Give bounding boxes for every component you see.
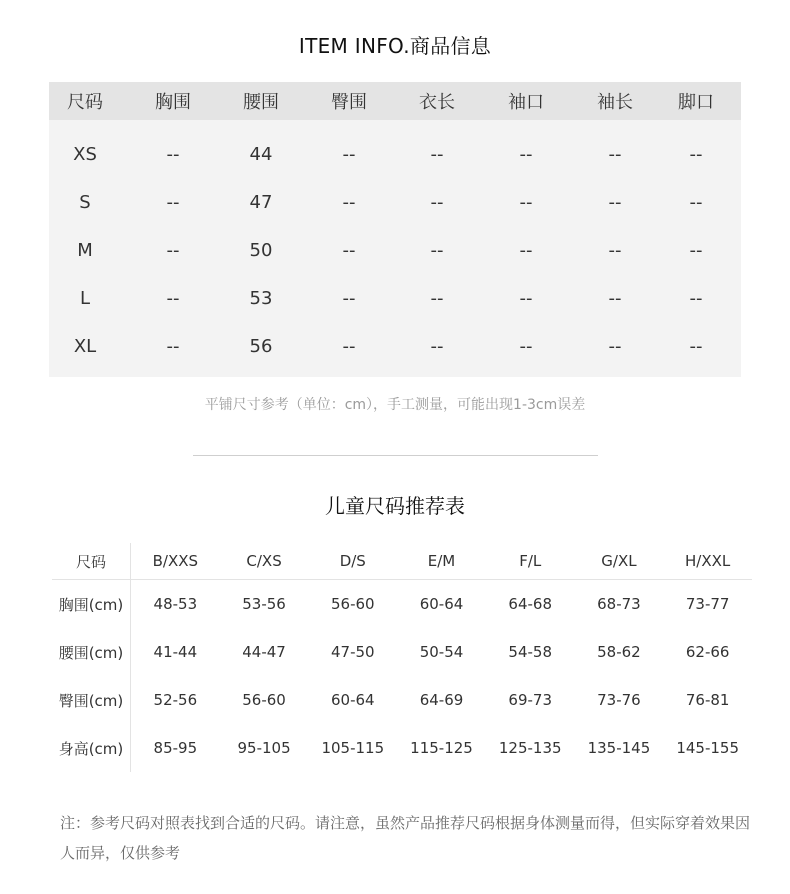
kids-header-cell: C/XS xyxy=(246,552,282,570)
measurement-note: 平铺尺寸参考（单位：cm），手工测量，可能出现1-3cm误差 xyxy=(204,397,586,413)
kids-cell: 47-50 xyxy=(330,643,375,661)
size-cell: S xyxy=(79,191,91,213)
size-cell: 44 xyxy=(249,143,273,165)
size-header-cell: 胸围 xyxy=(155,92,191,113)
size-cell: 50 xyxy=(249,239,273,261)
table-row xyxy=(52,676,752,724)
kids-cell: 69-73 xyxy=(508,691,553,709)
size-header-cell: 腰围 xyxy=(243,92,279,113)
size-cell: XL xyxy=(73,335,97,357)
size-cell: -- xyxy=(430,191,444,213)
kids-cell: 125-135 xyxy=(498,739,562,757)
kids-row-label: 身高(cm) xyxy=(52,724,131,772)
kids-header-cell: B/XXS xyxy=(152,552,199,570)
kids-header-label: 尺码 xyxy=(52,543,131,579)
size-header-cell: 尺码 xyxy=(67,92,103,113)
size-cell: -- xyxy=(342,143,356,165)
kids-header-cell: G/XL xyxy=(601,552,637,570)
size-table-header xyxy=(49,82,741,120)
size-cell: 53 xyxy=(249,287,273,309)
size-header-cell: 衣长 xyxy=(419,92,455,113)
size-header-cell: 袖长 xyxy=(597,92,633,113)
footer-note: 注：参考尺码对照表找到合适的尺码。请注意，虽然产品推荐尺码根据身体测量而得，但实际穿着效果因人而异，仅供参考 xyxy=(60,814,751,862)
size-cell: -- xyxy=(608,191,622,213)
size-cell: -- xyxy=(608,287,622,309)
size-cell: XS xyxy=(73,143,97,165)
kids-cell: 85-95 xyxy=(153,739,198,757)
size-cell: -- xyxy=(519,239,533,261)
size-cell: -- xyxy=(689,191,703,213)
kids-cell: 95-105 xyxy=(237,739,291,757)
kids-cell: 62-66 xyxy=(685,643,730,661)
kids-cell: 52-56 xyxy=(153,691,198,709)
size-cell: -- xyxy=(430,239,444,261)
size-cell: -- xyxy=(689,143,703,165)
size-cell: -- xyxy=(519,143,533,165)
kids-cell: 60-64 xyxy=(419,595,464,613)
kids-cell: 115-125 xyxy=(410,739,473,757)
kids-cell: 54-58 xyxy=(508,643,553,661)
size-cell: -- xyxy=(608,335,622,357)
size-cell: -- xyxy=(689,335,703,357)
table-row xyxy=(52,724,752,772)
kids-cell: 145-155 xyxy=(676,739,739,757)
kids-row-label: 胸围(cm) xyxy=(52,580,131,628)
kids-row-label: 臀围(cm) xyxy=(52,676,131,724)
kids-cell: 56-60 xyxy=(330,595,375,613)
table-row xyxy=(52,580,752,628)
size-cell: -- xyxy=(689,287,703,309)
table-row xyxy=(49,322,741,370)
table-row xyxy=(49,178,741,226)
kids-table-header xyxy=(52,543,752,580)
kids-cell: 64-69 xyxy=(419,691,464,709)
kids-header-cell: H/XXL xyxy=(685,552,731,570)
size-table-body xyxy=(49,120,741,370)
item-info-title: ITEM INFO.商品信息 xyxy=(298,34,492,58)
kids-cell: 105-115 xyxy=(321,739,385,757)
kids-size-title: 儿童尺码推荐表 xyxy=(325,494,465,518)
size-cell: M xyxy=(77,239,93,261)
kids-cell: 58-62 xyxy=(597,643,641,661)
kids-cell: 56-60 xyxy=(242,691,286,709)
size-cell: -- xyxy=(608,239,622,261)
size-cell: -- xyxy=(689,239,703,261)
kids-cell: 48-53 xyxy=(153,595,198,613)
size-cell: -- xyxy=(519,191,533,213)
kids-cell: 60-64 xyxy=(330,691,375,709)
table-row xyxy=(49,226,741,274)
size-table xyxy=(49,82,741,377)
size-cell: -- xyxy=(430,143,444,165)
kids-cell: 73-76 xyxy=(597,691,641,709)
kids-cell: 73-77 xyxy=(685,595,730,613)
size-cell: -- xyxy=(166,191,180,213)
size-cell: -- xyxy=(166,287,180,309)
kids-row-label: 腰围(cm) xyxy=(52,628,131,676)
table-row xyxy=(49,274,741,322)
table-row xyxy=(49,130,741,178)
kids-cell: 64-68 xyxy=(508,595,553,613)
size-cell: -- xyxy=(166,335,180,357)
size-cell: -- xyxy=(342,287,356,309)
size-cell: -- xyxy=(430,287,444,309)
table-row xyxy=(52,628,752,676)
kids-cell: 76-81 xyxy=(685,691,730,709)
kids-header-cell: E/M xyxy=(427,552,456,570)
size-cell: L xyxy=(79,287,91,309)
size-cell: 47 xyxy=(249,191,273,213)
size-cell: -- xyxy=(342,191,356,213)
size-header-cell: 袖口 xyxy=(508,92,544,113)
size-cell: -- xyxy=(608,143,622,165)
size-header-cell: 臀围 xyxy=(331,92,367,113)
size-cell: -- xyxy=(342,239,356,261)
size-cell: -- xyxy=(430,335,444,357)
kids-cell: 68-73 xyxy=(597,595,641,613)
size-cell: -- xyxy=(519,287,533,309)
kids-size-table xyxy=(52,543,752,772)
kids-cell: 50-54 xyxy=(419,643,464,661)
size-cell: -- xyxy=(166,239,180,261)
size-cell: -- xyxy=(342,335,356,357)
kids-header-cell: F/L xyxy=(519,552,542,570)
size-header-cell: 脚口 xyxy=(678,92,714,113)
size-cell: -- xyxy=(166,143,180,165)
size-cell: 56 xyxy=(249,335,273,357)
kids-cell: 135-145 xyxy=(587,739,651,757)
kids-cell: 44-47 xyxy=(242,643,286,661)
kids-cell: 53-56 xyxy=(242,595,286,613)
size-cell: -- xyxy=(519,335,533,357)
section-divider xyxy=(193,455,598,456)
kids-cell: 41-44 xyxy=(153,643,198,661)
kids-header-cell: D/S xyxy=(339,552,366,570)
